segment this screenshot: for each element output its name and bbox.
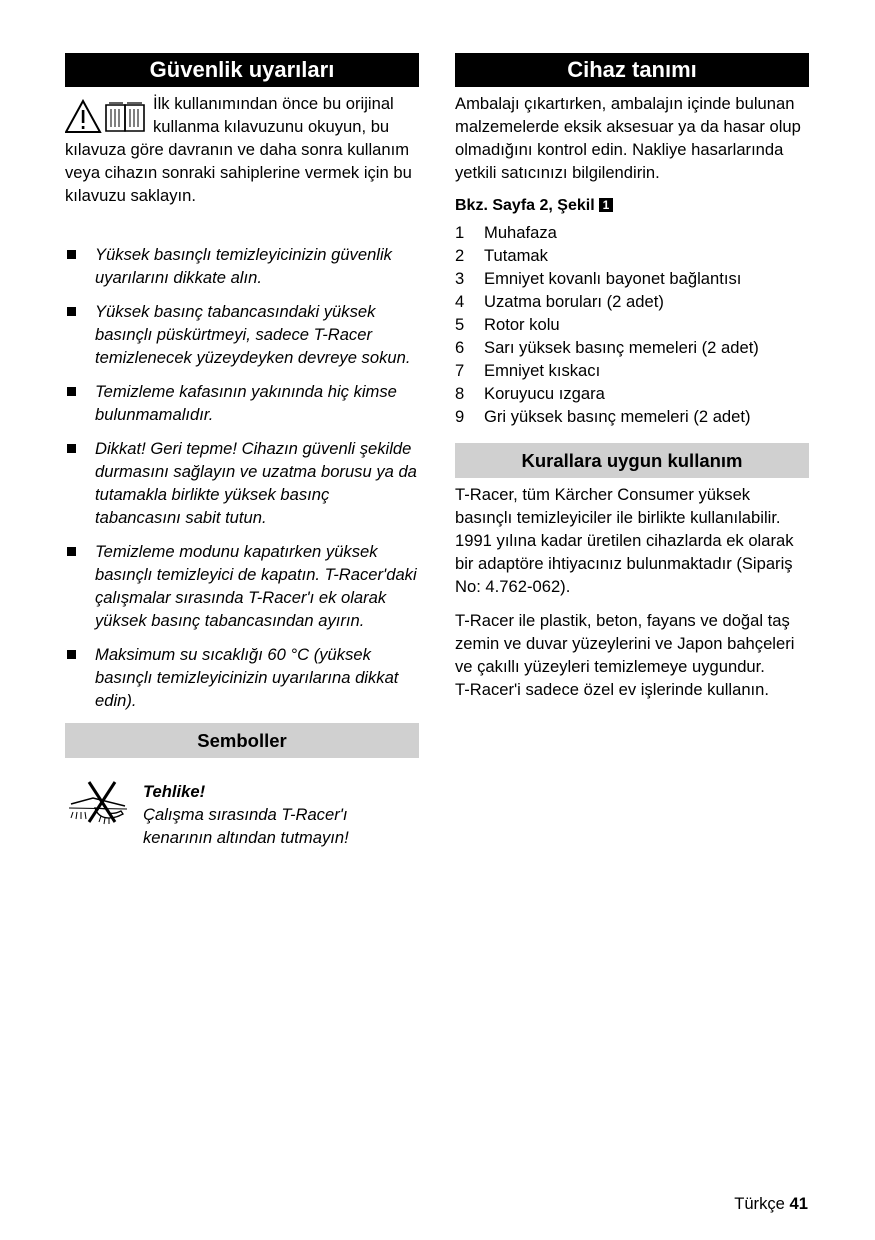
page-number: 41 bbox=[789, 1194, 808, 1213]
bullet-square-icon bbox=[67, 387, 76, 396]
list-item: 9 Gri yüksek basınç memeleri (2 adet) bbox=[455, 407, 751, 426]
list-item: 4 Uzatma boruları (2 adet) bbox=[455, 292, 664, 311]
figure-number-badge: 1 bbox=[599, 198, 614, 212]
parts-list bbox=[455, 221, 809, 428]
list-item: 6 Sarı yüksek basınç memeleri (2 adet) bbox=[455, 338, 759, 357]
list-item: Yüksek basınçlı temizleyicinizin güvenlik uyarılarını dikkate alın. bbox=[65, 243, 419, 289]
device-description-heading: Cihaz tanımı bbox=[455, 53, 809, 87]
bullet-square-icon bbox=[67, 444, 76, 453]
danger-line-2: kenarının altından tutmayın! bbox=[143, 828, 349, 847]
danger-symbol-row bbox=[65, 770, 419, 847]
list-item: Temizleme modunu kapatırken yüksek basınçlı temizleyici de kapatın. T-Racer'daki çalışmalar sırasında T-Racer'ı ek olarak yüksek basınç tabancasından ayırın. bbox=[65, 540, 419, 632]
bullet-square-icon bbox=[67, 547, 76, 556]
safety-heading: Güvenlik uyarıları bbox=[65, 53, 419, 87]
danger-text bbox=[143, 780, 349, 849]
warning-manual-icon bbox=[65, 99, 147, 135]
safety-intro-text: İlk kullanımından önce bu orijinal kullanma kılavuzunu okuyun, bu kılavuza göre davranın ve daha sonra kullanım veya cihazın sonraki sahiplerine vermek için bu kılavuzu saklayın. bbox=[65, 94, 412, 205]
list-item: 5 Rotor kolu bbox=[455, 315, 560, 334]
intended-use-paragraph-3: T-Racer'i sadece özel ev işlerinde kullanın. bbox=[455, 680, 769, 699]
danger-hand-icon bbox=[67, 778, 129, 826]
danger-line-1: Çalışma sırasında T-Racer'ı bbox=[143, 805, 348, 824]
intended-use-paragraph-2: T-Racer ile plastik, beton, fayans ve doğal taş zemin ve duvar yüzeylerini ve Japon bahçeleri ve çakıllı yüzeyleri temizlemeye uygundur. bbox=[455, 611, 795, 676]
figure-reference: Bkz. Sayfa 2, Şekil 1 bbox=[455, 194, 809, 217]
list-item: 3 Emniyet kovanlı bayonet bağlantısı bbox=[455, 269, 742, 288]
list-item: Yüksek basınç tabancasındaki yüksek basınçlı püskürtmeyi, sadece T-Racer temizlenecek yüzeydeyken devreye sokun. bbox=[65, 300, 419, 369]
device-intro-text: Ambalajı çıkartırken, ambalajın içinde bulunan malzemelerde eksik aksesuar ya da hasar olup olmadığını kontrol edin. Nakliye hasarlarında yetkili satıcınızı bilgilendirin. bbox=[455, 94, 801, 182]
list-item: 7 Emniyet kıskacı bbox=[455, 361, 601, 380]
footer-language: Türkçe bbox=[734, 1194, 785, 1213]
list-item: 1 Muhafaza bbox=[455, 223, 557, 242]
left-column bbox=[65, 53, 419, 847]
list-item: Temizleme kafasının yakınında hiç kimse bulunmamalıdır. bbox=[65, 380, 419, 426]
safety-intro bbox=[65, 92, 419, 230]
page-footer bbox=[734, 1194, 808, 1214]
safety-bullet-list bbox=[65, 243, 419, 712]
danger-title: Tehlike! bbox=[143, 782, 206, 801]
list-item: 2 Tutamak bbox=[455, 246, 548, 265]
list-item: Maksimum su sıcaklığı 60 °C (yüksek basınçlı temizleyicinizin uyarılarına dikkat edin). bbox=[65, 643, 419, 712]
list-item: 8 Koruyucu ızgara bbox=[455, 384, 605, 403]
bullet-square-icon bbox=[67, 650, 76, 659]
bullet-square-icon bbox=[67, 250, 76, 259]
right-column bbox=[455, 53, 809, 701]
intended-use-paragraph-1: T-Racer, tüm Kärcher Consumer yüksek basınçlı temizleyiciler ile birlikte kullanılabilir. 1991 yılına kadar üretilen cihazlarda ek olarak bir adaptöre ihtiyacınız bulunmaktadır (Sipariş No: 4.762-062). bbox=[455, 485, 794, 596]
list-item: Dikkat! Geri tepme! Cihazın güvenli şekilde durmasını sağlayın ve uzatma borusu ya da tutamakla birlikte yüksek basınç tabancasını sabit tutun. bbox=[65, 437, 419, 529]
symbols-heading: Semboller bbox=[65, 723, 419, 758]
bullet-square-icon bbox=[67, 307, 76, 316]
intended-use-heading: Kurallara uygun kullanım bbox=[455, 443, 809, 478]
